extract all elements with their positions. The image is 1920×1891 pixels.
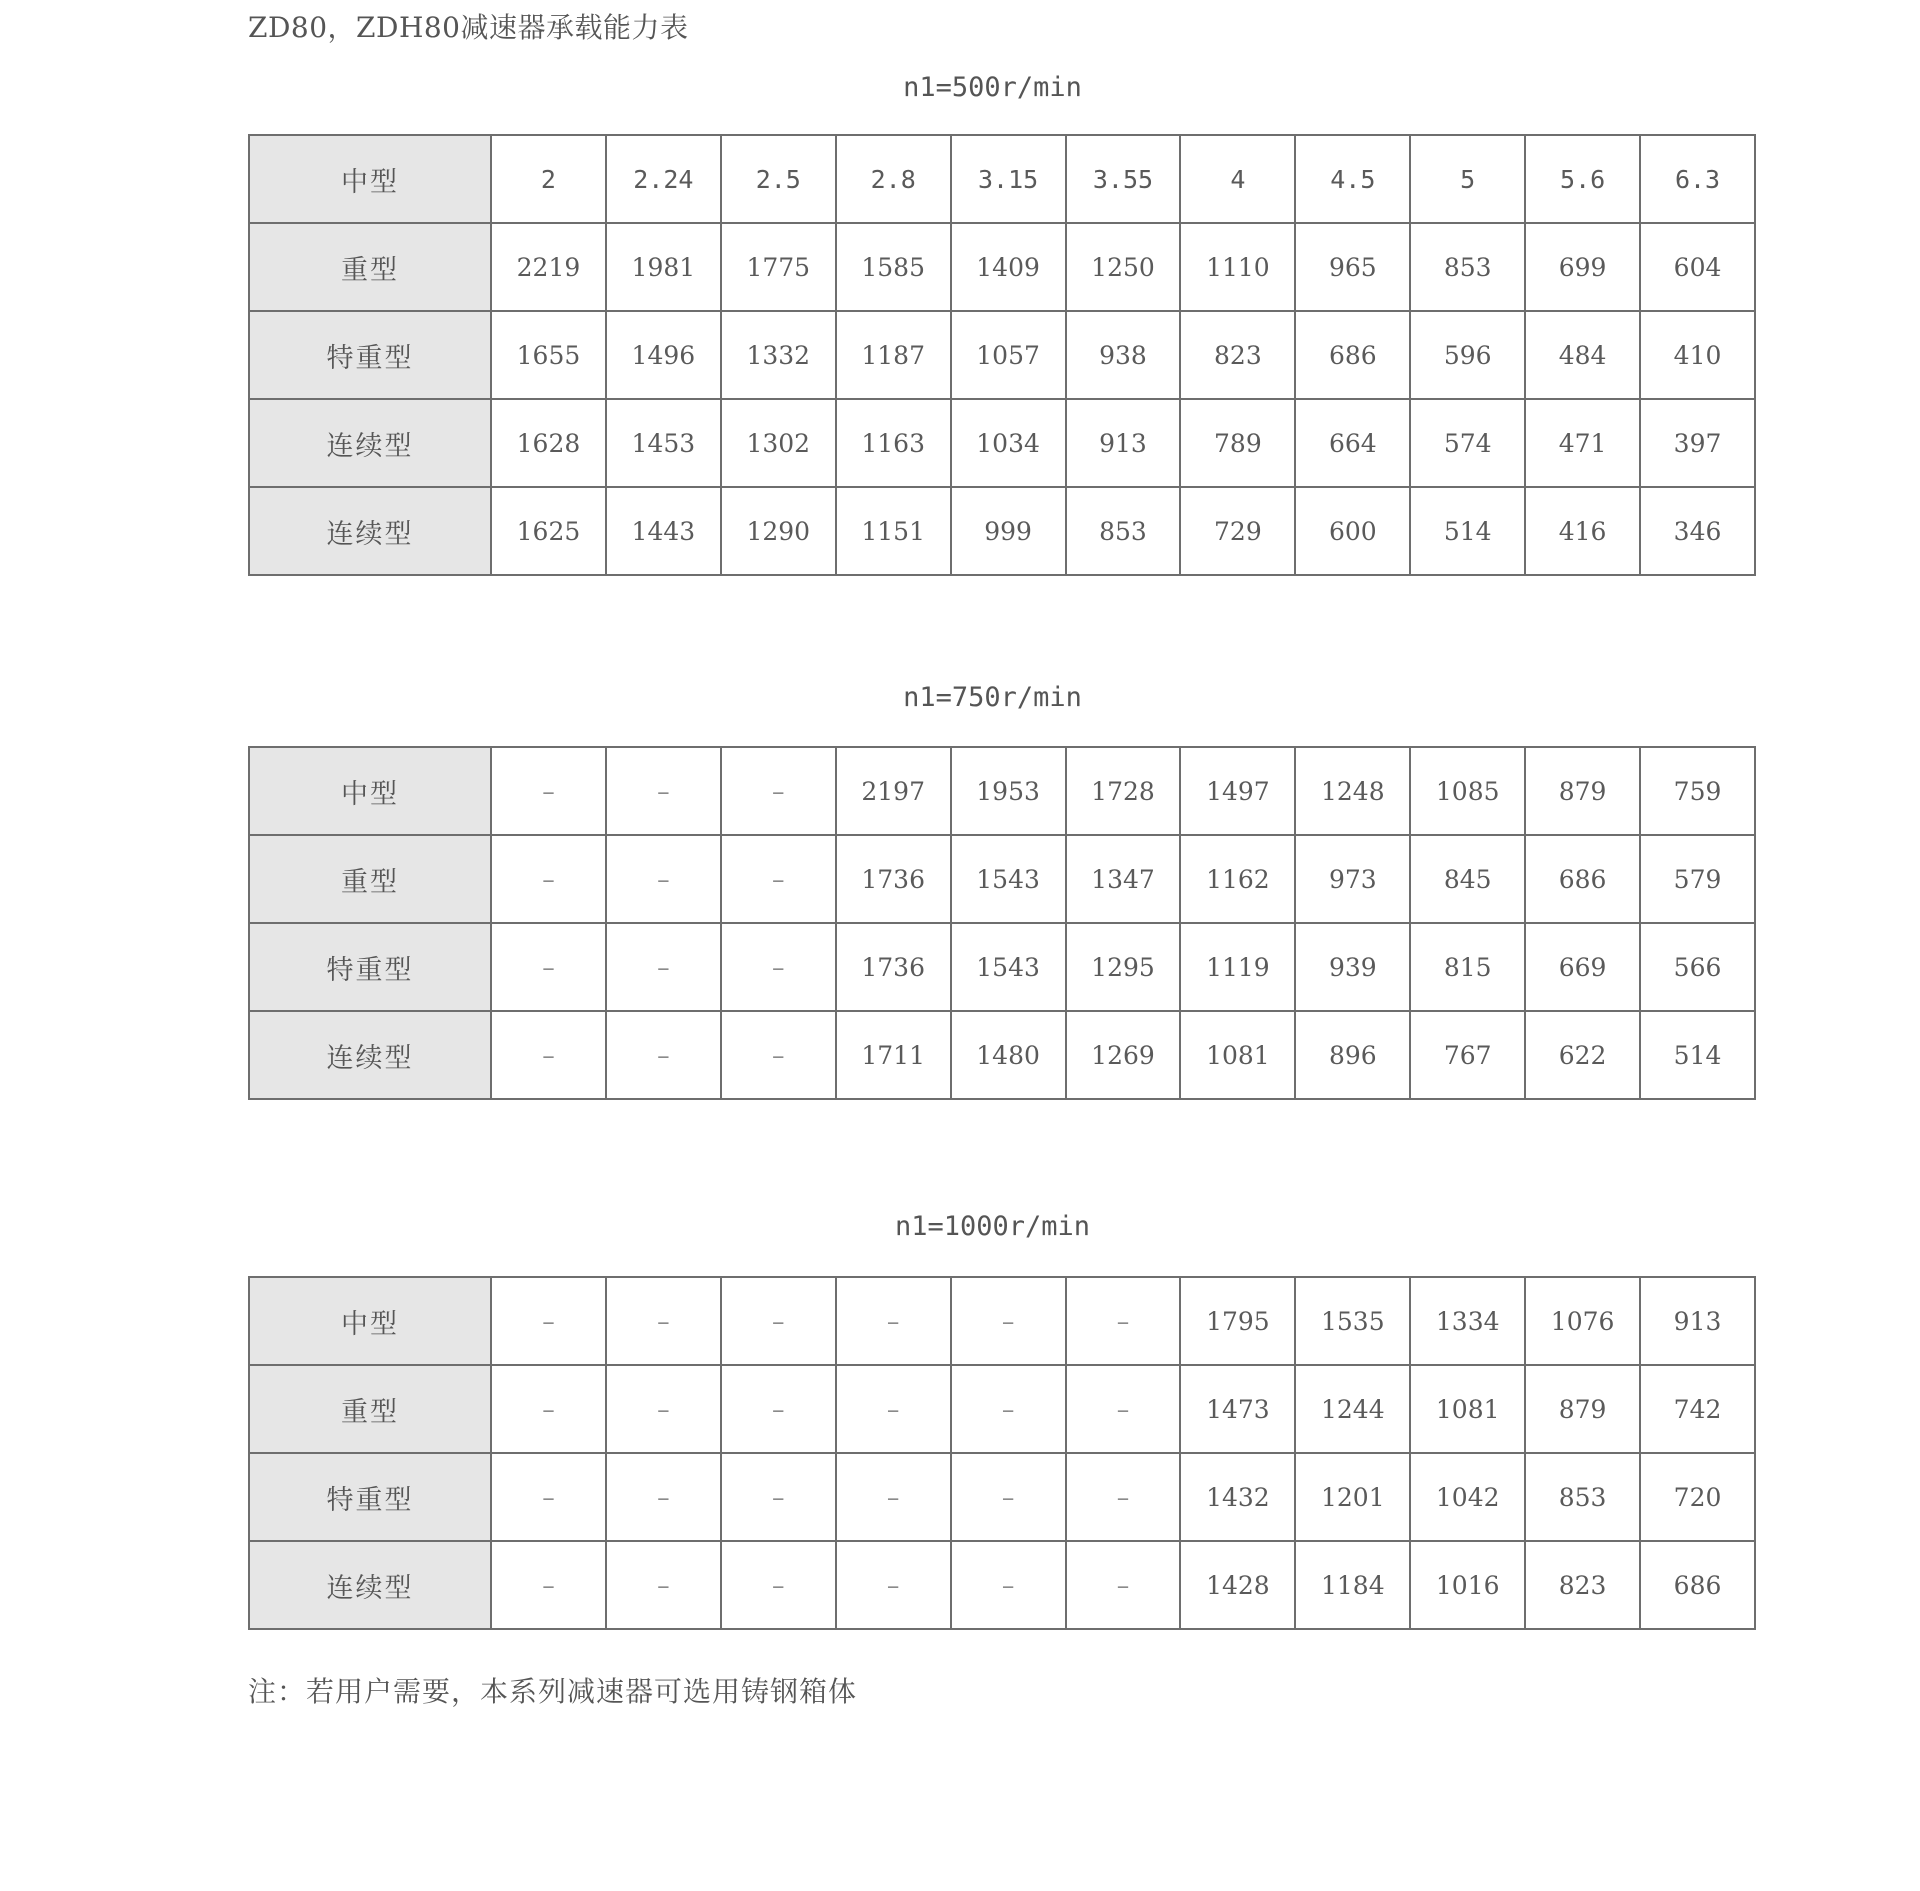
table-cell: – <box>1066 1541 1181 1629</box>
table-cell: 1302 <box>721 399 836 487</box>
table-cell: 1184 <box>1295 1541 1410 1629</box>
table-row <box>249 1277 1755 1365</box>
table-cell: 879 <box>1525 747 1640 835</box>
table-cell: 2.5 <box>721 135 836 223</box>
table-cell: – <box>836 1277 951 1365</box>
load-table-500 <box>248 134 1756 576</box>
table-cell: – <box>721 1277 836 1365</box>
table-cell: 1728 <box>1066 747 1181 835</box>
table-cell: – <box>491 835 606 923</box>
table-cell: 2.8 <box>836 135 951 223</box>
table-cell: – <box>491 747 606 835</box>
row-type-label: 重型 <box>249 1365 491 1453</box>
table-cell: 1085 <box>1410 747 1525 835</box>
table-cell: 514 <box>1410 487 1525 575</box>
table-cell: – <box>491 923 606 1011</box>
table-cell: 1736 <box>836 923 951 1011</box>
table-cell: 823 <box>1525 1541 1640 1629</box>
load-table-1000 <box>248 1276 1756 1630</box>
table-cell: 845 <box>1410 835 1525 923</box>
table-cell: 1443 <box>606 487 721 575</box>
row-type-label: 连续型 <box>249 1011 491 1099</box>
table-cell: 1201 <box>1295 1453 1410 1541</box>
table-row <box>249 1453 1755 1541</box>
table-cell: 484 <box>1525 311 1640 399</box>
table-cell: 1981 <box>606 223 721 311</box>
table-cell: 1034 <box>951 399 1066 487</box>
table-cell: 2 <box>491 135 606 223</box>
table-cell: 579 <box>1640 835 1755 923</box>
table-cell: 742 <box>1640 1365 1755 1453</box>
table-cell: – <box>1066 1453 1181 1541</box>
table-cell: – <box>951 1365 1066 1453</box>
table-cell: 759 <box>1640 747 1755 835</box>
table-cell: 600 <box>1295 487 1410 575</box>
table-cell: – <box>606 923 721 1011</box>
table-cell: 913 <box>1066 399 1181 487</box>
table-cell: – <box>721 747 836 835</box>
table-cell: – <box>1066 1277 1181 1365</box>
table-cell: 1628 <box>491 399 606 487</box>
table-caption-500: n1=500r/min <box>903 72 1082 103</box>
table-cell: 1290 <box>721 487 836 575</box>
table-cell: 4.5 <box>1295 135 1410 223</box>
row-type-label: 中型 <box>249 135 491 223</box>
table-cell: 664 <box>1295 399 1410 487</box>
table-cell: 2219 <box>491 223 606 311</box>
table-cell: 1163 <box>836 399 951 487</box>
table-cell: 1110 <box>1180 223 1295 311</box>
table-cell: – <box>721 1365 836 1453</box>
table-cell: 6.3 <box>1640 135 1755 223</box>
table-cell: 896 <box>1295 1011 1410 1099</box>
table-row <box>249 923 1755 1011</box>
footnote: 注：若用户需要，本系列减速器可选用铸钢箱体 <box>248 1675 858 1708</box>
row-type-label: 连续型 <box>249 399 491 487</box>
table-cell: – <box>951 1453 1066 1541</box>
row-type-label: 重型 <box>249 223 491 311</box>
table-cell: – <box>491 1277 606 1365</box>
table-cell: 1244 <box>1295 1365 1410 1453</box>
table-cell: 1250 <box>1066 223 1181 311</box>
table-cell: 767 <box>1410 1011 1525 1099</box>
table-row <box>249 311 1755 399</box>
table-cell: 1432 <box>1180 1453 1295 1541</box>
table-cell: 686 <box>1295 311 1410 399</box>
row-type-label: 特重型 <box>249 1453 491 1541</box>
table-cell: – <box>491 1011 606 1099</box>
table-cell: 853 <box>1410 223 1525 311</box>
table-cell: 410 <box>1640 311 1755 399</box>
table-cell: 1585 <box>836 223 951 311</box>
table-cell: 1543 <box>951 923 1066 1011</box>
table-cell: 2197 <box>836 747 951 835</box>
table-cell: 604 <box>1640 223 1755 311</box>
table-cell: 1332 <box>721 311 836 399</box>
table-cell: 1535 <box>1295 1277 1410 1365</box>
table-cell: 471 <box>1525 399 1640 487</box>
table-cell: 973 <box>1295 835 1410 923</box>
table-cell: – <box>491 1541 606 1629</box>
table-cell: 3.15 <box>951 135 1066 223</box>
table-cell: 1625 <box>491 487 606 575</box>
table-cell: 1655 <box>491 311 606 399</box>
table-row <box>249 747 1755 835</box>
row-type-label: 中型 <box>249 747 491 835</box>
table-cell: 729 <box>1180 487 1295 575</box>
table-cell: 1428 <box>1180 1541 1295 1629</box>
table-row <box>249 223 1755 311</box>
table-row <box>249 135 1755 223</box>
table-cell: – <box>606 1365 721 1453</box>
table-cell: – <box>836 1365 951 1453</box>
table-cell: – <box>951 1541 1066 1629</box>
table-cell: 669 <box>1525 923 1640 1011</box>
table-cell: 1081 <box>1410 1365 1525 1453</box>
table-cell: – <box>491 1453 606 1541</box>
table-cell: 938 <box>1066 311 1181 399</box>
load-table-750 <box>248 746 1756 1100</box>
table-cell: 4 <box>1180 135 1295 223</box>
row-type-label: 连续型 <box>249 1541 491 1629</box>
table-cell: 939 <box>1295 923 1410 1011</box>
table-cell: 1269 <box>1066 1011 1181 1099</box>
table-cell: 1334 <box>1410 1277 1525 1365</box>
table-cell: 1953 <box>951 747 1066 835</box>
table-cell: 1736 <box>836 835 951 923</box>
table-cell: 596 <box>1410 311 1525 399</box>
table-cell: – <box>606 1541 721 1629</box>
table-cell: 1409 <box>951 223 1066 311</box>
table-cell: 853 <box>1066 487 1181 575</box>
table-cell: – <box>721 1453 836 1541</box>
table-cell: 346 <box>1640 487 1755 575</box>
table-cell: – <box>606 1277 721 1365</box>
table-cell: – <box>491 1365 606 1453</box>
table-cell: 1187 <box>836 311 951 399</box>
table-cell: 1042 <box>1410 1453 1525 1541</box>
table-cell: 686 <box>1525 835 1640 923</box>
table-cell: 5.6 <box>1525 135 1640 223</box>
table-cell: – <box>606 1011 721 1099</box>
table-cell: 1016 <box>1410 1541 1525 1629</box>
table-caption-1000: n1=1000r/min <box>894 1211 1091 1242</box>
table-cell: 720 <box>1640 1453 1755 1541</box>
table-cell: 1795 <box>1180 1277 1295 1365</box>
table-row <box>249 835 1755 923</box>
table-row <box>249 1365 1755 1453</box>
table-cell: 1496 <box>606 311 721 399</box>
table-cell: 1347 <box>1066 835 1181 923</box>
table-row <box>249 1541 1755 1629</box>
table-cell: 1248 <box>1295 747 1410 835</box>
table-cell: 1480 <box>951 1011 1066 1099</box>
table-cell: 1473 <box>1180 1365 1295 1453</box>
table-row <box>249 399 1755 487</box>
row-type-label: 特重型 <box>249 923 491 1011</box>
table-cell: – <box>1066 1365 1181 1453</box>
row-type-label: 特重型 <box>249 311 491 399</box>
table-cell: – <box>721 1011 836 1099</box>
table-cell: – <box>951 1277 1066 1365</box>
table-cell: 574 <box>1410 399 1525 487</box>
table-cell: 622 <box>1525 1011 1640 1099</box>
table-cell: 999 <box>951 487 1066 575</box>
row-type-label: 重型 <box>249 835 491 923</box>
table-cell: – <box>721 923 836 1011</box>
table-cell: 1543 <box>951 835 1066 923</box>
table-cell: 853 <box>1525 1453 1640 1541</box>
table-cell: 699 <box>1525 223 1640 311</box>
table-cell: – <box>836 1453 951 1541</box>
table-cell: 1497 <box>1180 747 1295 835</box>
table-cell: 5 <box>1410 135 1525 223</box>
table-cell: 1162 <box>1180 835 1295 923</box>
table-row <box>249 1011 1755 1099</box>
table-cell: 1295 <box>1066 923 1181 1011</box>
table-cell: – <box>836 1541 951 1629</box>
table-cell: 789 <box>1180 399 1295 487</box>
table-cell: 913 <box>1640 1277 1755 1365</box>
table-cell: – <box>606 1453 721 1541</box>
table-cell: 815 <box>1410 923 1525 1011</box>
table-caption-750: n1=750r/min <box>903 682 1082 713</box>
table-cell: 965 <box>1295 223 1410 311</box>
row-type-label: 连续型 <box>249 487 491 575</box>
table-cell: 1076 <box>1525 1277 1640 1365</box>
table-cell: 1057 <box>951 311 1066 399</box>
table-cell: 686 <box>1640 1541 1755 1629</box>
table-cell: 416 <box>1525 487 1640 575</box>
table-cell: 1775 <box>721 223 836 311</box>
table-cell: 1711 <box>836 1011 951 1099</box>
table-cell: – <box>721 1541 836 1629</box>
table-cell: 879 <box>1525 1365 1640 1453</box>
table-cell: – <box>721 835 836 923</box>
table-cell: 1453 <box>606 399 721 487</box>
table-cell: – <box>606 835 721 923</box>
table-cell: – <box>606 747 721 835</box>
table-cell: 514 <box>1640 1011 1755 1099</box>
table-cell: 3.55 <box>1066 135 1181 223</box>
table-cell: 1081 <box>1180 1011 1295 1099</box>
table-cell: 1119 <box>1180 923 1295 1011</box>
document-title: ZD80，ZDH80减速器承载能力表 <box>248 11 689 44</box>
table-cell: 1151 <box>836 487 951 575</box>
table-cell: 566 <box>1640 923 1755 1011</box>
table-cell: 397 <box>1640 399 1755 487</box>
table-cell: 2.24 <box>606 135 721 223</box>
table-cell: 823 <box>1180 311 1295 399</box>
table-row <box>249 487 1755 575</box>
row-type-label: 中型 <box>249 1277 491 1365</box>
